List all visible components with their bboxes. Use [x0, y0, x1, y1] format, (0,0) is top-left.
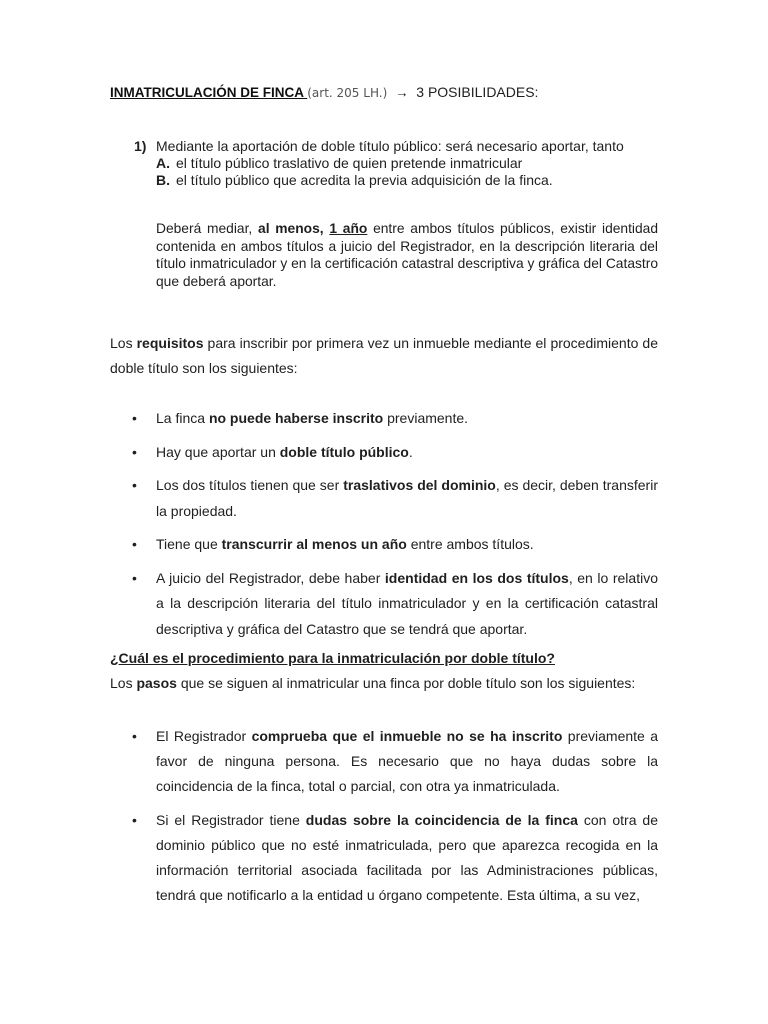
text-run: entre ambos títulos. — [406, 536, 534, 552]
text-run: previamente a favor de ninguna persona. Es necesario que no haya dudas sobre la coincidencia de la finca, total o parcial, con otra ya inmatriculada. — [156, 728, 658, 795]
bold-run: pasos — [136, 675, 177, 691]
procedure-question-heading: ¿Cuál es el procedimiento para la inmatriculación por doble título? — [110, 650, 555, 666]
sub-item-letter: B. — [156, 172, 170, 188]
pasos-list — [110, 724, 658, 916]
sub-item-text: el título público que acredita la previa adquisición de la finca. — [176, 172, 553, 188]
bullet-icon: • — [132, 477, 137, 493]
text-run: Tiene que — [156, 536, 222, 552]
bullet-icon: • — [132, 536, 137, 552]
bold-run: requisitos — [136, 335, 204, 351]
bold-run: no puede haberse inscrito — [208, 410, 384, 426]
bold-run: transcurrir al menos un año — [221, 536, 407, 552]
text-run: Los — [110, 335, 137, 351]
bold-run: doble título público — [279, 443, 409, 460]
bold-run: identidad en los dos títulos — [384, 569, 569, 586]
text-run: Si el Registrador tiene — [156, 811, 306, 828]
bold-run: comprueba que el inmueble no se ha inscrito — [251, 728, 563, 744]
list-item — [110, 808, 658, 909]
text-run: que se siguen al inmatricular una finca por doble título son los siguientes: — [176, 675, 636, 691]
text-run: con otra de dominio público que no esté inmatriculada, pero que aparezca recogida en la información territorial asociada facilitada por las Administraciones públicas, tendrá que notificarlo a la entidad u órgano competente. Esta última, a su vez, — [156, 811, 658, 904]
mediar-paragraph — [156, 220, 658, 290]
text-run: Los — [110, 675, 137, 691]
arrow-right-icon: → — [395, 85, 409, 100]
requisitos-list — [110, 406, 658, 650]
underlined-run: 1 año — [329, 221, 368, 236]
bullet-icon: • — [132, 811, 137, 828]
bullet-icon: • — [132, 728, 137, 744]
list-item — [110, 440, 658, 466]
text-run: . — [408, 443, 413, 460]
pasos-intro — [110, 675, 635, 691]
list-item — [110, 406, 658, 432]
list-number: 1) — [134, 138, 147, 154]
text-run: Los dos títulos tienen que ser — [156, 477, 344, 493]
numbered-item-text: Mediante la aportación de doble título público: será necesario aportar, tanto — [156, 138, 624, 154]
text-run: A juicio del Registrador, debe haber — [156, 569, 385, 586]
list-item — [110, 532, 658, 558]
requisitos-paragraph — [110, 331, 658, 381]
text-run: El Registrador — [156, 728, 252, 744]
bullet-icon: • — [132, 443, 137, 460]
heading-title: INMATRICULACIÓN DE FINCA — [110, 85, 308, 100]
text-run: , en lo relativo a la descripción literaria del título inmatriculador y en la certificación catastral descriptiva y gráfica del Catastro que se tendrá que aportar. — [156, 569, 658, 637]
list-item — [110, 566, 658, 643]
article-reference: (art. 205 LH.) — [307, 86, 388, 100]
sub-item-b — [156, 172, 553, 189]
text-run: La finca — [156, 410, 209, 426]
bullet-icon: • — [132, 569, 137, 586]
text-run: previamente. — [383, 410, 469, 426]
text-run: entre ambos títulos públicos, existir identidad contenida en ambos títulos a juicio del Registrador, en la descripción literaria del título inmatriculador y en la certificación catastral descriptiva y gráfica del Catastro que deberá aportar. — [156, 221, 659, 289]
text-run: , es decir, deben transferir la propiedad. — [156, 477, 658, 519]
bold-run: traslativos del dominio — [343, 477, 496, 493]
sub-item-text: el título público traslativo de quien pretende inmatricular — [176, 155, 523, 171]
bullet-icon: • — [132, 410, 137, 426]
sub-item-a — [156, 155, 522, 172]
bold-run: al menos, — [258, 221, 324, 236]
list-item — [110, 473, 658, 524]
numbered-list — [134, 138, 658, 192]
list-item — [110, 724, 658, 800]
heading-tail: 3 POSIBILIDADES: — [416, 84, 539, 100]
heading-line — [110, 84, 538, 100]
bold-run: dudas sobre la coincidencia de la finca — [305, 811, 578, 828]
text-run: para inscribir por primera vez un inmueble mediante el procedimiento de doble título son los siguientes: — [110, 335, 658, 376]
sub-item-letter: A. — [156, 155, 170, 171]
text-run: Deberá mediar, — [156, 221, 259, 236]
text-run: Hay que aportar un — [156, 443, 280, 460]
